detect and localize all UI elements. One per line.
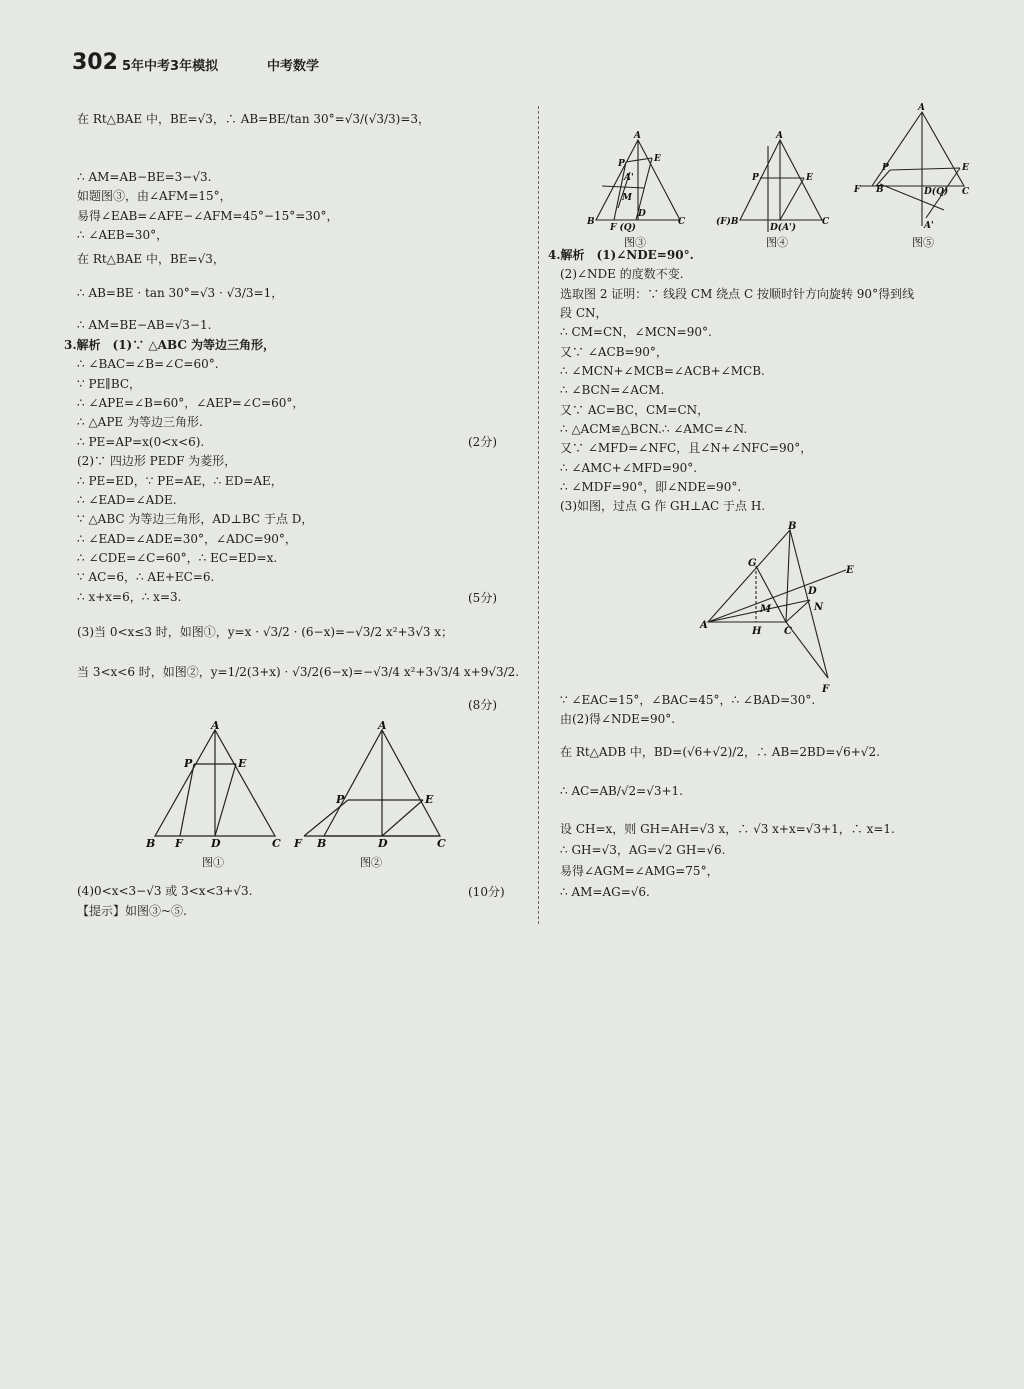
score-marker: (8分)	[468, 698, 497, 712]
subject-label: 中考数学	[267, 59, 320, 74]
figure-6	[698, 518, 868, 696]
left-text-line: ∴ ∠EAD=∠ADE=30°，∠ADC=90°，	[77, 532, 297, 546]
fig3-label-A: A	[634, 131, 641, 141]
fig3-label-C: C	[678, 217, 686, 227]
fig6-label-G: G	[748, 558, 757, 569]
fig5-caption: 图⑤	[912, 236, 934, 249]
left-text-line: (3)当 0<x≤3 时，如图①，y=x · √3/2 · (6−x)=−√3/2 x²+3√3 x；	[77, 625, 454, 639]
figure-1	[140, 718, 290, 876]
right-text-line: ∴ ∠AMC+∠MFD=90°.	[560, 461, 698, 475]
left-text-line: 当 3<x<6 时，如图②，y=1/2(3+x) · √3/2(6−x)=−√3/4 x²+3√3/4 x+9√3/2.	[77, 665, 520, 679]
fig1-caption: 图①	[202, 856, 224, 869]
left-text-line: ∴ PE=ED，∵ PE=AE，∴ ED=AE，	[77, 474, 283, 488]
left-text-line: ∴ ∠EAD=∠ADE.	[77, 493, 177, 507]
right-text-line: 选取图 2 证明：∵ 线段 CM 绕点 C 按顺时针方向旋转 90°得到线	[560, 287, 915, 301]
fig6-label-E: E	[846, 565, 854, 576]
fig3-label-E: E	[654, 154, 661, 164]
right-text-line: ∴ GH=√3，AG=√2 GH=√6.	[560, 843, 726, 857]
figure-5	[850, 100, 980, 252]
figure-3	[582, 128, 692, 252]
fig1-label-P: P	[184, 757, 193, 770]
fig5-label-F: F	[854, 185, 861, 195]
left-text-line: ∴ ∠APE=∠B=60°，∠AEP=∠C=60°，	[77, 396, 305, 410]
fig1-label-E: E	[238, 757, 247, 770]
fig6-label-N: N	[814, 602, 824, 613]
right-text-line: 易得∠AGM=∠AMG=75°，	[560, 864, 719, 878]
book-title: 5年中考3年模拟	[122, 59, 219, 74]
fig5-label-P: P	[882, 163, 889, 173]
right-text-line: ∴ ∠MDF=90°，即∠NDE=90°.	[560, 480, 742, 494]
fig6-label-B: B	[788, 521, 797, 532]
right-text-line: 设 CH=x，则 GH=AH=√3 x，∴ √3 x+x=√3+1，∴ x=1.	[560, 822, 895, 836]
left-text-line: 在 Rt△BAE 中，BE=√3，∴ AB=BE/tan 30°=√3/(√3/3)=3，	[77, 112, 431, 126]
right-text-line: 由(2)得∠NDE=90°.	[560, 712, 676, 726]
right-text-line: 4.解析 (1)∠NDE=90°.	[548, 248, 694, 262]
left-text-line: (2)∵ 四边形 PEDF 为菱形，	[77, 454, 237, 468]
figure-2	[290, 718, 450, 876]
fig2-label-P: P	[336, 793, 345, 806]
right-text-line: ∴ CM=CN，∠MCN=90°.	[560, 325, 712, 339]
right-text-line: ∴ △ACM≌△BCN.∴ ∠AMC=∠N.	[560, 422, 748, 436]
left-text-line: ∴ △APE 为等边三角形.	[77, 415, 203, 429]
left-text-line: ∵ △ABC 为等边三角形，AD⊥BC 于点 D，	[77, 512, 314, 526]
fig3-label-B: B	[587, 217, 595, 227]
right-text-line: ∵ ∠EAC=15°，∠BAC=45°，∴ ∠BAD=30°.	[560, 693, 816, 707]
left-text-line: ∴ AM=BE−AB=√3−1.	[77, 318, 212, 332]
left-text-line: ∴ ∠CDE=∠C=60°，∴ EC=ED=x.	[77, 551, 278, 565]
fig2-label-A: A	[378, 719, 387, 732]
fig6-label-H: H	[752, 626, 762, 637]
fig6-label-D: D	[808, 586, 817, 597]
fig1-label-B: B	[146, 837, 156, 850]
fig3-label-A-prime: A'	[624, 173, 634, 183]
right-text-line: 又∵ ∠MFD=∠NFC，且∠N+∠NFC=90°，	[560, 441, 813, 455]
fig5-label-A-prime: A'	[924, 221, 934, 231]
fig3-label-F: F (Q)	[610, 223, 636, 233]
left-text-line: (4)0<x<3−√3 或 3<x<3+√3.	[77, 884, 253, 898]
left-text-line: ∴ ∠AEB=30°，	[77, 228, 169, 242]
fig4-caption: 图④	[766, 236, 788, 249]
left-text-line: ∴ PE=AP=x(0<x<6).	[77, 435, 205, 449]
fig6-label-F: F	[822, 684, 830, 695]
fig3-caption: 图③	[624, 236, 646, 249]
fig2-label-E: E	[425, 793, 434, 806]
score-marker: (5分)	[468, 591, 497, 605]
figure-4	[712, 128, 836, 252]
fig2-caption: 图②	[360, 856, 382, 869]
fig2-label-B: B	[317, 837, 327, 850]
left-text-line: 在 Rt△BAE 中，BE=√3，	[77, 252, 225, 266]
right-text-line: 在 Rt△ADB 中，BD=(√6+√2)/2，∴ AB=2BD=√6+√2.	[560, 745, 880, 759]
right-text-line: 段 CN，	[560, 306, 608, 320]
right-text-line: ∴ ∠BCN=∠ACM.	[560, 383, 665, 397]
fig5-label-E: E	[962, 163, 969, 173]
left-text-line: ∴ x+x=6，∴ x=3.	[77, 590, 182, 604]
right-text-line: (3)如图，过点 G 作 GH⊥AC 于点 H.	[560, 499, 766, 513]
fig2-label-C: C	[437, 837, 446, 850]
fig1-label-C: C	[272, 837, 281, 850]
left-text-line: 【提示】如图③~⑤.	[77, 904, 187, 918]
right-text-line: 又∵ AC=BC，CM=CN，	[560, 403, 710, 417]
column-divider	[538, 106, 539, 924]
fig4-label-E: E	[806, 173, 813, 183]
left-text-line: ∴ ∠BAC=∠B=∠C=60°.	[77, 357, 219, 371]
fig4-label-C: C	[822, 217, 830, 227]
right-text-line: (2)∠NDE 的度数不变.	[560, 267, 684, 281]
left-text-line: 如题图③，由∠AFM=15°，	[77, 189, 232, 203]
fig4-label-A: A	[776, 131, 783, 141]
fig4-label-FB: (F)B	[716, 217, 739, 227]
left-text-line: ∵ PE∥BC，	[77, 377, 142, 391]
right-text-line: ∴ AC=AB/√2=√3+1.	[560, 784, 683, 798]
fig4-label-P: P	[752, 173, 759, 183]
score-marker: (2分)	[468, 435, 497, 449]
left-text-line: ∴ AM=AB−BE=3−√3.	[77, 170, 212, 184]
fig5-label-A: A	[918, 103, 925, 113]
fig6-label-C: C	[784, 626, 792, 637]
right-text-line: 又∵ ∠ACB=90°，	[560, 345, 668, 359]
fig4-label-D: D(A')	[770, 223, 797, 233]
page-number: 302	[72, 50, 118, 75]
fig5-label-B: B	[876, 185, 884, 195]
right-text-line: ∴ ∠MCN+∠MCB=∠ACB+∠MCB.	[560, 364, 765, 378]
left-text-line: ∴ AB=BE · tan 30°=√3 · √3/3=1，	[77, 286, 284, 300]
fig2-label-D: D	[378, 837, 388, 850]
fig6-label-M: M	[760, 604, 772, 615]
fig3-label-D: D	[638, 209, 646, 219]
fig6-label-A: A	[700, 620, 708, 631]
fig2-label-F: F	[294, 837, 302, 850]
fig1-label-F: F	[175, 837, 183, 850]
left-text-line: 3.解析 (1)∵ △ABC 为等边三角形，	[64, 338, 276, 352]
fig5-label-D: D(Q)	[924, 187, 949, 197]
left-text-line: ∵ AC=6，∴ AE+EC=6.	[77, 570, 215, 584]
fig1-label-A: A	[211, 719, 220, 732]
fig3-label-M: M	[622, 193, 632, 203]
fig3-label-P: P	[618, 159, 625, 169]
left-text-line: 易得∠EAB=∠AFE−∠AFM=45°−15°=30°，	[77, 209, 339, 223]
fig5-label-C: C	[962, 187, 970, 197]
fig1-label-D: D	[211, 837, 221, 850]
right-text-line: ∴ AM=AG=√6.	[560, 885, 650, 899]
score-marker: (10分)	[468, 885, 505, 899]
